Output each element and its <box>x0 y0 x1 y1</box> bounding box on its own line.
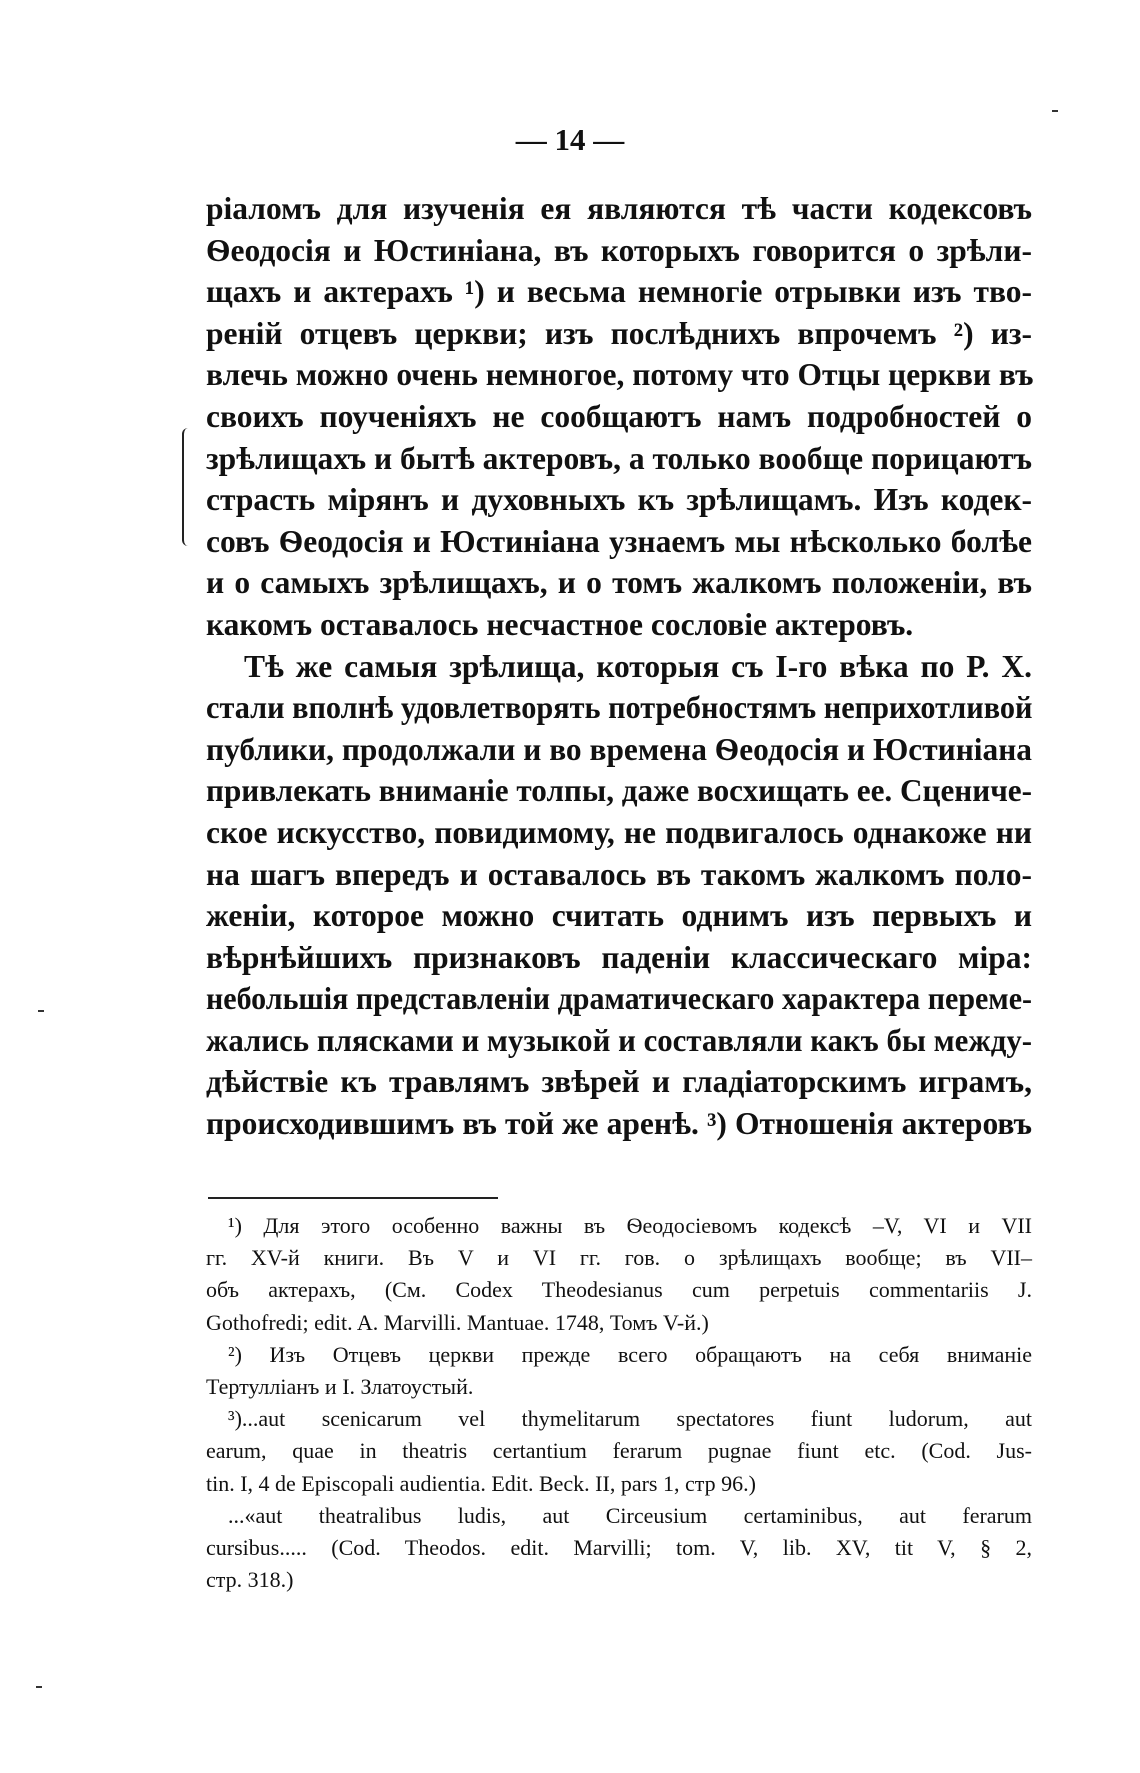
footnote-line: Тертулліанъ и I. Златоустый. <box>206 1373 474 1399</box>
footnote-line: earum, quae in theatris certantium ferarum pugnae fiunt etc. (Cod. Jus- <box>206 1438 1032 1464</box>
body-line: стали вполнѣ удовлетворять потребностямъ неприхотливой <box>206 690 1033 726</box>
body-line: ріаломъ для изученія ея являются тѣ части кодексовъ <box>206 191 1032 226</box>
body-line: и о самыхъ зрѣлищахъ, и о томъ жалкомъ положеніи, въ <box>206 565 1032 601</box>
margin-dot-mark <box>38 1010 44 1012</box>
body-line: реній отцевъ церкви; изъ послѣднихъ впрочемъ ²) из- <box>206 315 1032 351</box>
footnote-line: ¹) Для этого особенно важны въ Ѳеодосіевомъ кодексѣ –V, VI и VII <box>228 1213 1032 1238</box>
body-line: жались плясками и музыкой и составляли какъ бы между- <box>206 1022 1032 1058</box>
body-line: страсть мірянъ и духовныхъ къ зрѣлищамъ. Изъ кодек- <box>206 482 1032 518</box>
margin-bracket-mark <box>182 428 194 546</box>
page-number: — 14 — <box>515 122 625 157</box>
body-line: влечь можно очень немногое, потому что Отцы церкви въ <box>206 357 1034 393</box>
footnotes <box>206 1210 1032 1596</box>
footnote-line: стр. 318.) <box>206 1567 294 1593</box>
body-line: совъ Ѳеодосія и Юстиніана узнаемъ мы нѣсколько болѣе <box>206 523 1032 559</box>
footnote-line: Gothofredi; edit. A. Marvilli. Mantuae. 1748, Томъ V-й.) <box>206 1309 709 1335</box>
margin-dot-mark <box>1052 110 1058 112</box>
footnote-line: ³)...aut scenicarum vel thymelitarum spectatores fiunt ludorum, aut <box>228 1406 1032 1432</box>
footnote-line: ...«aut theatralibus ludis, aut Circeusium certaminibus, aut ferarum <box>228 1502 1032 1528</box>
body-line: ское искусство, повидимому, не подвигалось однакоже ни <box>206 814 1032 850</box>
body-line: какомъ оставалось несчастное сословіе актеровъ. <box>206 606 914 642</box>
margin-dot-mark <box>36 1686 42 1688</box>
body-line: вѣрнѣйшихъ признаковъ паденіи классическаго міра: <box>206 939 1032 975</box>
body-line: на шагъ впередъ и оставалось въ такомъ жалкомъ поло- <box>206 856 1032 892</box>
footnote-line: ²) Изъ Отцевъ церкви прежде всего обращаютъ на себя вниманіе <box>228 1341 1032 1367</box>
body-line: Ѳеодосія и Юстиніана, въ которыхъ говорится о зрѣли- <box>206 232 1032 268</box>
body-line: женіи, которое можно считать однимъ изъ первыхъ и <box>206 898 1032 934</box>
body-line: щахъ и актерахъ ¹) и весьма немногіе отрывки изъ тво- <box>206 274 1032 310</box>
body-line: своихъ поученіяхъ не сообщаютъ намъ подробностей о <box>206 398 1032 434</box>
body-line: Тѣ же самыя зрѣлища, которыя съ I-го вѣка по Р. Х. <box>244 648 1032 684</box>
footnote-line: гг. XV-й книги. Въ V и VI гг. гов. о зрѣлищахъ вообще; въ VII– <box>206 1245 1032 1271</box>
body-text <box>206 188 1032 1145</box>
body-line: происходившимъ въ той же аренѣ. ³) Отношенія актеровъ <box>206 1106 1032 1142</box>
footnote-line: объ актерахъ, (См. Codex Theodesianus cum perpetuis commentariis J. <box>206 1277 1032 1303</box>
footnote-line: cursibus..... (Cod. Theodos. edit. Marvilli; tom. V, lib. XV, tit V, § 2, <box>206 1534 1032 1560</box>
body-line: публики, продолжали и во времена Ѳеодосія и Юстиніана <box>206 731 1032 767</box>
body-line: дѣйствіе къ травлямъ звѣрей и гладіаторскимъ играмъ, <box>206 1064 1032 1100</box>
footnote-line: tin. I, 4 de Episcopali audientia. Edit. Beck. II, pars 1, стр 96.) <box>206 1470 756 1496</box>
body-line: зрѣлищахъ и бытѣ актеровъ, а только вообще порицаютъ <box>206 440 1032 476</box>
footnote-separator <box>208 1197 498 1199</box>
body-line: привлекать вниманіе толпы, даже восхищать ее. Сцениче- <box>206 773 1032 809</box>
body-line: небольшія представленіи драматическаго характера переме- <box>206 981 1032 1017</box>
